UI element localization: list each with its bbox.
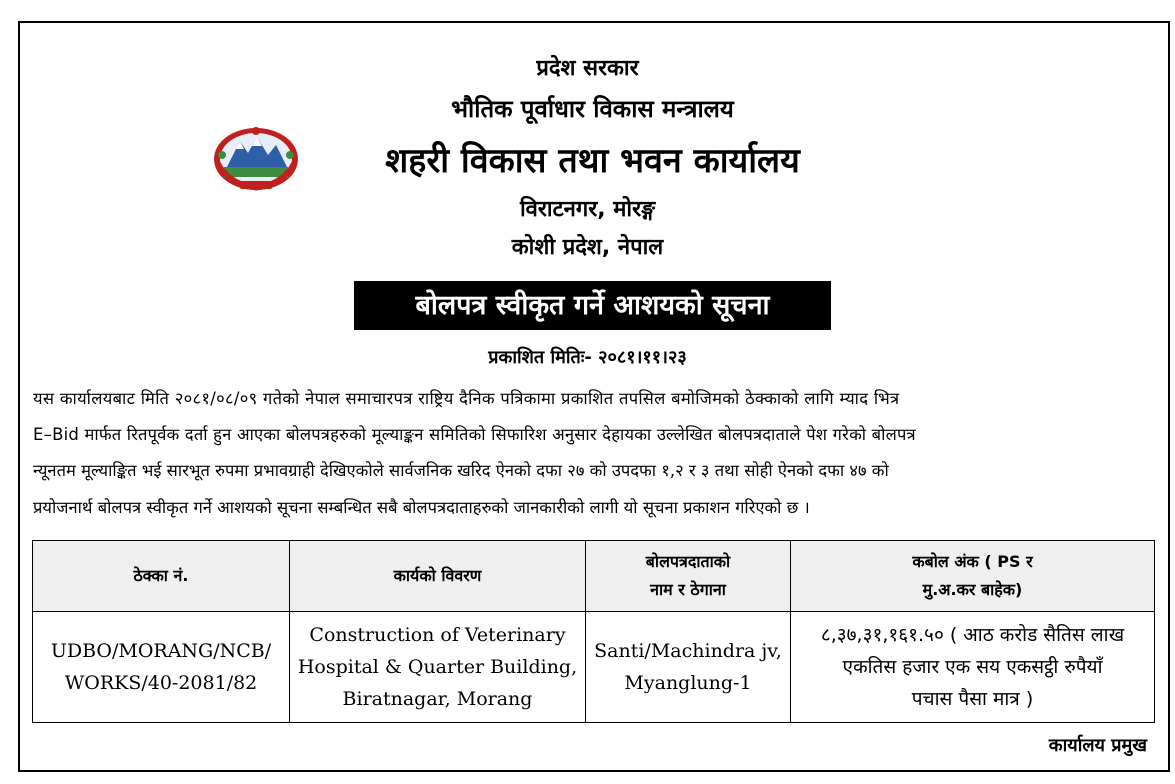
notice-title: बोलपत्र स्वीकृत गर्ने आशयको सूचना <box>354 281 831 330</box>
cell-description <box>290 612 586 723</box>
cell-amount <box>791 612 1155 723</box>
cell-bidder <box>586 612 791 723</box>
bidder-line: Myanglung-1 <box>624 672 752 694</box>
description-line: Hospital & Quarter Building, <box>297 656 578 678</box>
body-text-line: E–Bid मार्फत रितपूर्वक दर्ता हुन आएका बोलपत्रहरुको मूल्याङ्कन समितिको सिफारिश अनुसार देहायका उल्लेखित बोलपत्रदाताले पेश गरेको बोलपत्र <box>33 425 916 444</box>
header-amount <box>791 541 1155 612</box>
table-row <box>33 612 1155 723</box>
header-amount-line: मु.अ.कर बाहेक) <box>922 580 1023 599</box>
bidder-line: Santi/Machindra jv, <box>594 640 782 662</box>
header-contract-no: ठेक्का नं. <box>33 541 290 612</box>
header-description: कार्यको विवरण <box>290 541 586 612</box>
header-bidder <box>586 541 791 612</box>
header-location-city: विराटनगर, मोरङ्ग <box>519 197 656 222</box>
signature-office-chief: कार्यालय प्रमुख <box>1048 735 1147 756</box>
amount-line: पचास पैसा मात्र ) <box>911 688 1034 710</box>
header-ministry: भौतिक पूर्वाधार विकास मन्त्रालय <box>451 95 734 123</box>
body-text-line: यस कार्यालयबाट मिति २०८१/०८/०९ गतेको नेपाल समाचारपत्र राष्ट्रिय दैनिक पत्रिकामा प्रकाशित तपसिल बमोजिमको ठेक्काको लागि म्याद भित्र <box>33 389 900 408</box>
amount-line: ८,३७,३१,१६१.५० ( आठ करोड सैतिस लाख <box>820 624 1125 646</box>
published-date: प्रकाशित मितिः- २०८१।११।२३ <box>488 347 687 368</box>
contract-no-line: UDBO/MORANG/NCB/ <box>50 640 272 662</box>
description-line: Biratnagar, Morang <box>342 688 533 710</box>
header-office-name: शहरी विकास तथा भवन कार्यालय <box>385 141 800 181</box>
body-text-line: प्रयोजनार्थ बोलपत्र स्वीकृत गर्ने आशयको सूचना सम्बन्धित सबै बोलपत्रदाताहरुको जानकारीको लागी यो सूचना प्रकाशन गरिएको छ । <box>33 498 810 517</box>
header-bidder-line: नाम र ठेगाना <box>650 580 726 599</box>
amount-line: एकतिस हजार एक सय एकसट्ठी रुपैयाँ <box>842 656 1103 678</box>
description-line: Construction of Veterinary <box>309 624 566 646</box>
contract-no-line: WORKS/40-2081/82 <box>64 672 258 694</box>
header-bidder-line: बोलपत्रदाताको <box>645 552 731 571</box>
table-header-row <box>33 541 1155 612</box>
header-location-province: कोशी प्रदेश, नेपाल <box>511 235 664 260</box>
bid-table <box>32 540 1155 723</box>
header-amount-line: कबोल अंक ( PS र <box>912 552 1033 571</box>
cell-contract-no <box>33 612 290 723</box>
header-province-government: प्रदेश सरकार <box>536 56 639 81</box>
body-text-line: न्यूनतम मूल्याङ्कित भई सारभूत रुपमा प्रभावग्राही देखिएकोले सार्वजनिक खरिद ऐनको दफा २७ को उपदफा १,२ र ३ तथा सोही ऐनको दफा ४७ को <box>33 461 889 480</box>
